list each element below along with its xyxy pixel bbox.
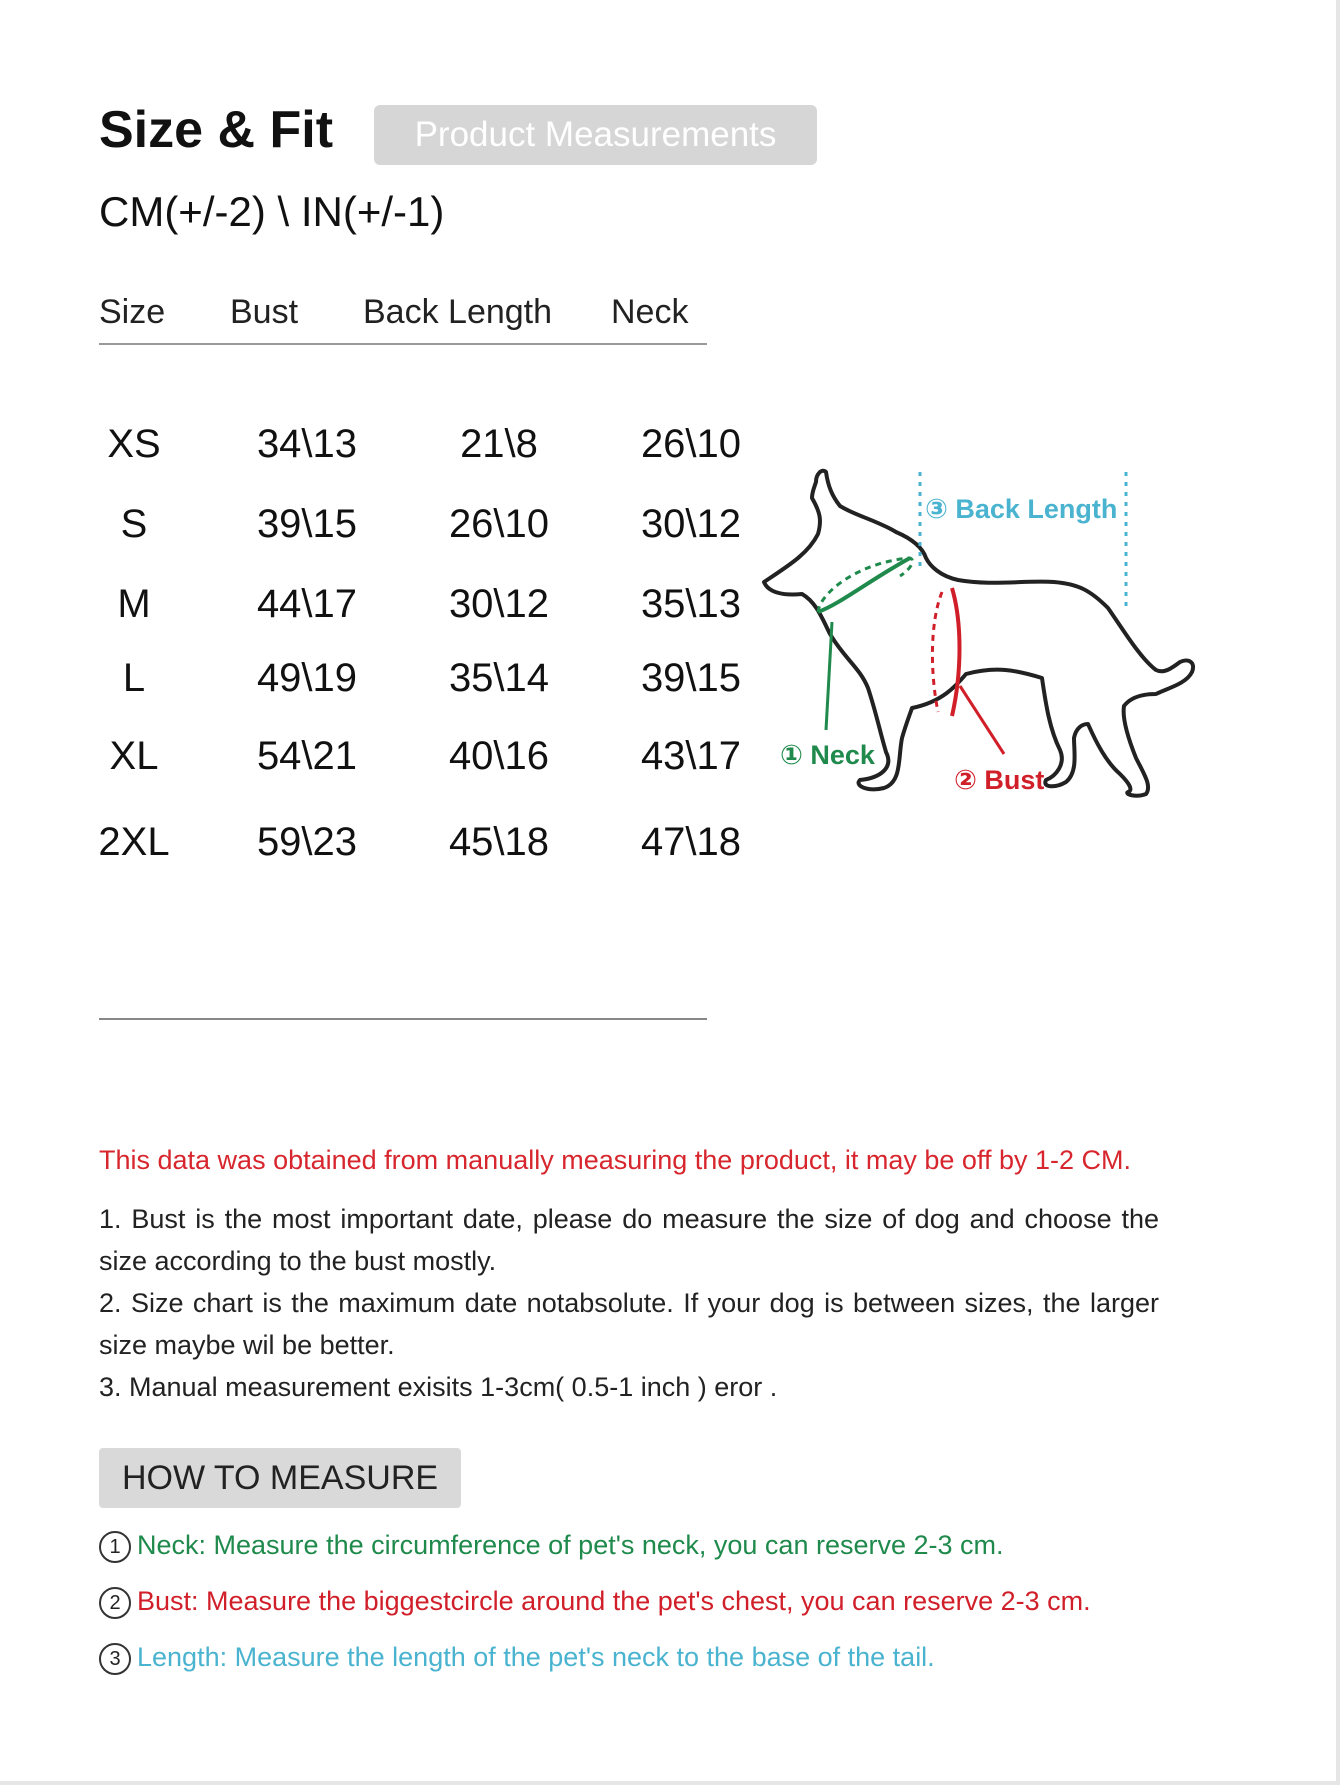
step-text: Neck: Measure the circumference of pet's neck, you can reserve 2-3 cm. [137, 1530, 1004, 1560]
step-text: Bust: Measure the biggestcircle around the pet's chest, you can reserve 2-3 cm. [137, 1586, 1091, 1616]
back-length-label: ③ Back Length [925, 494, 1118, 524]
back-length-cell: 30\12 [448, 582, 550, 626]
neck-cell: 39\15 [640, 656, 742, 700]
measurement-warning: This data was obtained from manually measuring the product, it may be off by 1-2 CM. [99, 1145, 1131, 1175]
column-header-neck: Neck [611, 293, 689, 331]
step-number: 3 [99, 1643, 131, 1675]
back-length-cell: 21\8 [460, 422, 538, 466]
bust-girth-line [952, 588, 960, 716]
note-item: 3. Manual measurement exisits 1-3cm( 0.5-1 inch ) eror . [99, 1372, 778, 1402]
size-cell: 2XL [98, 820, 170, 864]
product-measurements-badge: Product Measurements [374, 105, 817, 165]
neck-cell: 30\12 [640, 502, 742, 546]
bust-cell: 49\19 [256, 656, 358, 700]
column-header-size: Size [99, 293, 166, 331]
bust-cell: 34\13 [256, 422, 358, 466]
step-number: 1 [99, 1531, 131, 1563]
note-item: 1. Bust is the most important date, please do measure the size of dog and choose the size according to the bust mostly. [99, 1204, 1159, 1276]
page-title: Size & Fit [99, 101, 334, 159]
step-number: 2 [99, 1587, 131, 1619]
neck-collar-line [818, 558, 910, 612]
bust-cell: 44\17 [256, 582, 358, 626]
back-length-cell: 45\18 [448, 820, 550, 864]
neck-pointer-line [826, 622, 832, 730]
units-note: CM(+/-2) \ IN(+/-1) [99, 188, 445, 235]
table-bottom-divider [99, 1018, 707, 1020]
back-length-cell: 40\16 [448, 734, 550, 778]
measure-step-length [99, 1642, 935, 1675]
bust-cell: 54\21 [256, 734, 358, 778]
column-header-bust: Bust [230, 293, 299, 331]
neck-cell: 35\13 [640, 582, 742, 626]
bust-cell: 39\15 [256, 502, 358, 546]
bust-cell: 59\23 [256, 820, 358, 864]
back-length-cell: 35\14 [448, 656, 550, 700]
header-divider [99, 343, 707, 345]
neck-cell: 43\17 [640, 734, 742, 778]
note-item: 2. Size chart is the maximum date notabsolute. If your dog is between sizes, the larger size maybe wil be better. [99, 1288, 1159, 1360]
size-cell: S [120, 502, 148, 546]
notes-list [99, 1198, 1159, 1408]
bust-label: ② Bust [954, 765, 1045, 795]
neck-cell: 26\10 [640, 422, 742, 466]
size-cell: M [117, 582, 151, 626]
back-length-cell: 26\10 [448, 502, 550, 546]
measure-step-bust [99, 1586, 1091, 1619]
neck-label: ① Neck [780, 740, 875, 770]
size-cell: XS [107, 422, 161, 466]
size-cell: L [122, 656, 146, 700]
bust-pointer-line [960, 686, 1004, 754]
column-header-back-length: Back Length [363, 293, 553, 331]
bust-girth-dashed [932, 592, 942, 712]
size-cell: XL [109, 734, 159, 778]
neck-cell: 47\18 [640, 820, 742, 864]
measure-step-neck [99, 1530, 1004, 1563]
step-text: Length: Measure the length of the pet's neck to the base of the tail. [137, 1642, 935, 1672]
how-to-measure-heading: HOW TO MEASURE [99, 1448, 461, 1508]
